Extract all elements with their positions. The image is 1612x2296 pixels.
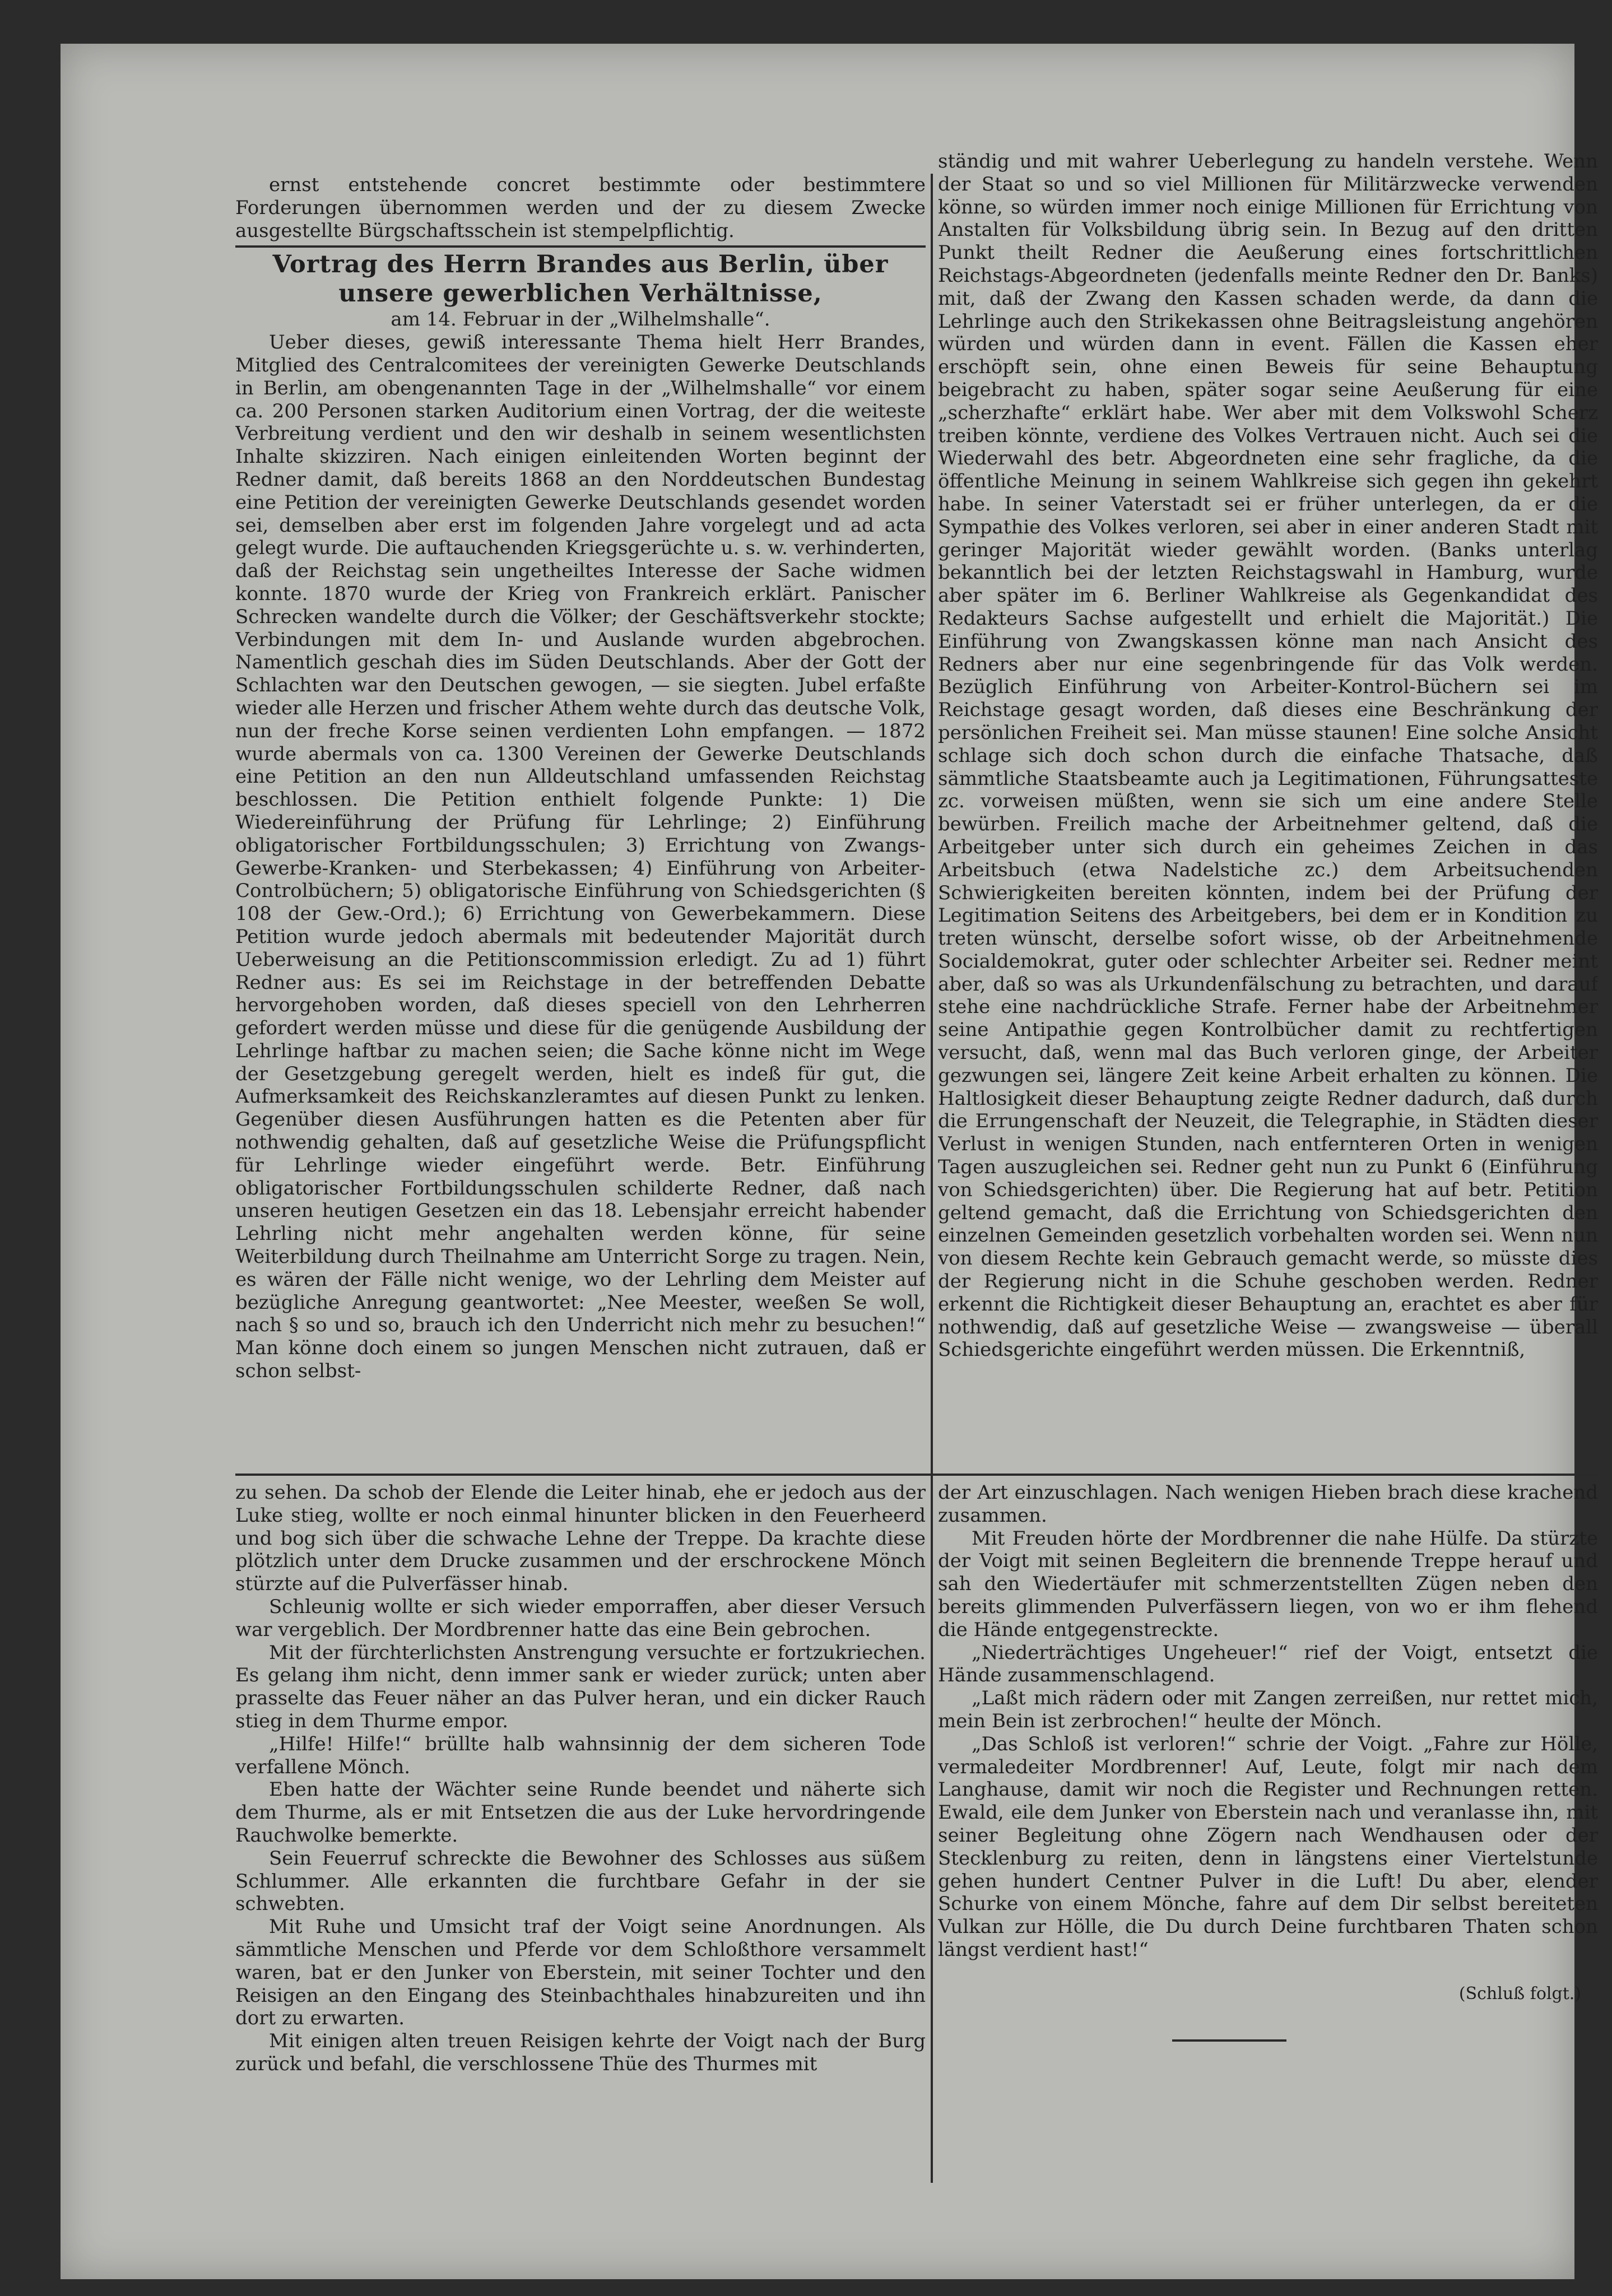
story-paragraph: der Art einzuschlagen. Nach wenigen Hieben brach diese krachend zusammen.	[938, 1481, 1598, 1527]
story-paragraph: Eben hatte der Wächter seine Runde beendet und näherte sich dem Thurme, als er mit Entsetzen die aus der Luke hervordringende Rauchwolke bemerkte.	[235, 1778, 926, 1847]
story-paragraph: zu sehen. Da schob der Elende die Leiter hinab, ehe er jedoch aus der Luke stieg, wollte er noch einmal hinunter blicken in den Feuerheerd und bog sich über die schwache Lehne der Treppe. Da krachte diese plötzlich unter dem Drucke zusammen und der erschrockene Mönch stürzte auf die Pulverfässer hinab.	[235, 1481, 926, 1596]
article-column-top-left	[235, 174, 926, 1469]
article-column-top-right	[938, 150, 1598, 1469]
story-paragraph: Mit einigen alten treuen Reisigen kehrte der Voigt nach der Burg zurück und befahl, die verschlossene Thüe des Thurmes mit	[235, 2030, 926, 2075]
story-paragraph: Sein Feuerruf schreckte die Bewohner des Schlosses aus süßem Schlummer. Alle erkannten die furchtbare Gefahr in der sie schwebten.	[235, 1847, 926, 1916]
story-end-rule	[1172, 2039, 1286, 2042]
story-column-bottom-right	[938, 1481, 1598, 2131]
section-divider	[235, 245, 926, 248]
story-paragraph: Mit der fürchterlichsten Anstrengung versuchte er fortzukriechen. Es gelang ihm nicht, denn immer sank er wieder zurück; unten aber prasselte das Feuer näher an das Pulver heran, und ein dicker Rauch stieg in dem Thurme empor.	[235, 1641, 926, 1732]
article-body-continued: ständig und mit wahrer Ueberlegung zu handeln verstehe. Wenn der Staat so und so viel Millionen für Militärzwecke verwenden könne, so würden immer noch einige Millionen für Errichtung von Anstalten für Volksbildung übrig sein. In Bezug auf den dritten Punkt theilt Redner die Aeußerung eines fortschrittlichen Reichstags-Abgeordneten (jedenfalls meinte Redner den Dr. Banks) mit, daß der Zwang den Kassen schaden werde, da dann die Lehrlinge auch den Strikekassen ohne Beitragsleistung angehören würden und würden dann in event. Fällen die Kassen eher erschöpft sein, ohne einen Beweis für seine Behauptung beigebracht zu haben, später sogar seine Aeußerung für eine „scherzhafte“ erklärt habe. Wer aber mit dem Volkswohl Scherz treiben könnte, verdiene des Volkes Vertrauen nicht. Auch sei die Wiederwahl des betr. Abgeordneten eine sehr fragliche, da die öffentliche Meinung in seinem Wahlkreise sich gegen ihn gekehrt habe. In seiner Vaterstadt sei er früher unterlegen, da er die Sympathie des Volkes verloren, sei aber in einer anderen Stadt mit geringer Majorität wieder gewählt worden. (Banks unterlag bekanntlich bei der letzten Reichstagswahl in Hamburg, wurde aber später im 6. Berliner Wahlkreise als Gegenkandidat des Redakteurs Sachse aufgestellt und erhielt die Majorität.) Die Einführung von Zwangskassen könne man nach Ansicht des Redners aber nur eine segenbringende für das Volk werden. Bezüglich Einführung von Arbeiter-Kontrol-Büchern sei im Reichstage gesagt worden, daß dieses eine Beschränkung der persönlichen Freiheit sei. Man müsse staunen! Eine solche Ansicht schlage sich doch schon durch die einfache Thatsache, daß sämmtliche Staatsbeamte auch ja Legitimationen, Führungsatteste zc. vorweisen müßten, wenn sie sich um eine andere Stelle bewürben. Freilich mache der Arbeitnehmer geltend, daß die Arbeitgeber unter sich durch ein geheimes Zeichen in das Arbeitsbuch (etwa Nadelstiche zc.) dem Arbeitsuchenden Schwierigkeiten bereiten könnten, indem bei der Prüfung der Legitimation Seitens des Arbeitgebers, bei dem er in Kondition zu treten wünscht, derselbe sofort wisse, ob der Arbeitnehmende Socialdemokrat, guter oder schlechter Arbeiter sei. Redner meint aber, daß so was als Urkundenfälschung zu betrachten, und darauf stehe eine nachdrückliche Strafe. Ferner habe der Arbeitnehmer seine Antipathie gegen Kontrolbücher damit zu rechtfertigen versucht, daß, wenn mal das Buch verloren ginge, der Arbeiter gezwungen sei, längere Zeit keine Arbeit erhalten zu können. Die Haltlosigkeit dieser Behauptung zeigte Redner dadurch, daß durch die Errungenschaft der Neuzeit, die Telegraphie, in Städten dieser Verlust in wenigen Stunden, nach entfernteren Orten in wenigen Tagen auszugleichen sei. Redner geht nun zu Punkt 6 (Einführung von Schiedsgerichten) über. Die Regierung hat auf betr. Petition geltend gemacht, daß die Errichtung von Schiedsgerichten den einzelnen Gemeinden gesetzlich vorbehalten worden sei. Wenn nun von diesem Rechte kein Gebrauch gemacht werde, so müsste dies der Regierung nicht in die Schuhe geschoben werden. Redner erkennt die Richtigkeit dieser Behauptung an, erachtet es aber für nothwendig, daß auf gesetzliche Weise — zwangsweise — überall Schiedsgerichte eingeführt werden müssen. Die Erkenntniß,	[938, 150, 1598, 1361]
story-paragraph: „Niederträchtiges Ungeheuer!“ rief der Voigt, entsetzt die Hände zusammenschlagend.	[938, 1641, 1598, 1687]
story-paragraph: Mit Ruhe und Umsicht traf der Voigt seine Anordnungen. Als sämmtliche Menschen und Pferde vor dem Schloßthore versammelt waren, bat er den Junker von Eberstein, mit seiner Tochter und den Reisigen an den Eingang des Steinbachthales hinabzureiten und ihn dort zu erwarten.	[235, 1916, 926, 2030]
article-dateline: am 14. Februar in der „Wilhelmshalle“.	[391, 308, 770, 331]
newspaper-page	[61, 44, 1598, 2279]
story-paragraph: Schleunig wollte er sich wieder emporraffen, aber dieser Versuch war vergeblich. Der Mordbrenner hatte das eine Bein gebrochen.	[235, 1595, 926, 1641]
story-column-bottom-left	[235, 1481, 926, 2185]
story-paragraph: „Laßt mich rädern oder mit Zangen zerreißen, nur rettet mich, mein Bein ist zerbrochen!“ heulte der Mönch.	[938, 1687, 1598, 1732]
story-paragraph: „Das Schloß ist verloren!“ schrie der Voigt. „Fahre zur Hölle, vermaledeiter Mordbrenner! Auf, Leute, folgt mir nach dem Langhause, damit wir noch die Register und Rechnungen retten. Ewald, eile dem Junker von Eberstein nach und veranlasse ihn, mit seiner Begleitung ohne Zögern nach Wendhausen oder der Stecklenburg zu reiten, denn in längstens einer Viertelstunde gehen hundert Centner Pulver in die Luft! Du aber, elender Schurke von einem Mönche, fahre auf dem Dir selbst bereiteten Vulkan zur Hölle, die Du durch Deine furchtbaren Thaten schon längst verdient hast!“	[938, 1732, 1598, 1961]
intro-paragraph: ernst entstehende concret bestimmte oder bestimmtere Forderungen übernommen werden und der zu diesem Zwecke ausgestellte Bürgschaftsschein ist stempelpflichtig.	[235, 174, 926, 242]
story-paragraph: „Hilfe! Hilfe!“ brüllte halb wahnsinnig der dem sicheren Tode verfallene Mönch.	[235, 1732, 926, 1778]
continued-notice: (Schluß folgt.)	[1458, 1983, 1581, 2004]
story-paragraph: Mit Freuden hörte der Mordbrenner die nahe Hülfe. Da stürzte der Voigt mit seinen Begleitern die brennende Treppe herauf und sah den Wiedertäufer mit schmerzentstellten Zügen neben den bereits glimmenden Pulverfässern liegen, von wo er ihm flehend die Hände entgegenstreckte.	[938, 1527, 1598, 1641]
article-headline: Vortrag des Herrn Brandes aus Berlin, über unsere gewerblichen Verhältnisse,	[272, 250, 889, 308]
column-divider-top	[931, 174, 933, 1474]
column-divider-bottom	[931, 1476, 933, 2183]
article-body: Ueber dieses, gewiß interessante Thema hielt Herr Brandes, Mitglied des Centralcomitees der vereinigten Gewerke Deutschlands in Berlin, am obengenannten Tage in der „Wilhelmshalle“ vor einem ca. 200 Personen starken Auditorium einen Vortrag, der die weiteste Verbreitung verdient und den wir deshalb in seinem wesentlichsten Inhalte skizziren. Nach einigen einleitenden Worten beginnt der Redner damit, daß bereits 1868 an den Norddeutschen Bundestag eine Petition der vereinigten Gewerke Deutschlands gesendet worden sei, demselben aber erst im folgenden Jahre vorgelegt und ad acta gelegt wurde. Die auftauchenden Kriegsgerüchte u. s. w. verhinderten, daß der Reichstag sein ungetheiltes Interesse der Sache widmen konnte. 1870 wurde der Krieg von Frankreich erklärt. Panischer Schrecken wandelte durch die Völker; der Geschäftsverkehr stockte; Verbindungen mit dem In- und Auslande wurden abgebrochen. Namentlich geschah dies im Süden Deutschlands. Aber der Gott der Schlachten war den Deutschen gewogen, — sie siegten. Jubel erfaßte wieder alle Herzen und frischer Athem wehte durch das deutsche Volk, nun der freche Korse seinen verdienten Lohn empfangen. — 1872 wurde abermals von ca. 1300 Vereinen der Gewerke Deutschlands eine Petition an den nun Alldeutschland umfassenden Reichstag beschlossen. Die Petition enthielt folgende Punkte: 1) Die Wiedereinführung der Prüfung für Lehrlinge; 2) Einführung obligatorischer Fortbildungsschulen; 3) Errichtung von Zwangs-Gewerbe-Kranken- und Sterbekassen; 4) Einführung von Arbeiter-Controlbüchern; 5) obligatorische Einführung von Schiedsgerichten (§ 108 der Gew.-Ord.); 6) Errichtung von Gewerbekammern. Diese Petition wurde jedoch abermals mit bedeutender Majorität durch Ueberweisung an die Petitionscommission erledigt. Zu ad 1) führt Redner aus: Es sei im Reichstage in der betreffenden Debatte hervorgehoben worden, daß dieses speciell von den Lehrherren gefordert werden müsse und diese für die genügende Ausbildung der Lehrlinge haftbar zu machen seien; die Sache könne nicht im Wege der Gesetzgebung geregelt werden, hielt es indeß für gut, die Aufmerksamkeit des Reichskanzleramtes auf diesen Punkt zu lenken. Gegenüber diesen Ausführungen hatten es die Petenten aber für nothwendig gehalten, daß auf gesetzliche Weise die Prüfungspflicht für Lehrlinge wieder eingeführt werde. Betr. Einführung obligatorischer Fortbildungsschulen schilderte Redner, daß nach unseren heutigen Gesetzen ein das 18. Lebensjahr erreicht habender Lehrling nicht mehr angehalten werden könne, für seine Weiterbildung durch Theilnahme am Unterricht Sorge zu tragen. Nein, es wären der Fälle nicht wenige, wo der Lehrling dem Meister auf bezügliche Anregung geantwortet: „Nee Meester, weeßen Se woll, nach § so und so, brauch ich den Underricht nich mehr zu besuchen!“ Man könne doch einem so jungen Menschen nicht zutrauen, daß er schon selbst-	[235, 331, 926, 1383]
section-divider-horizontal	[235, 1474, 1598, 1476]
